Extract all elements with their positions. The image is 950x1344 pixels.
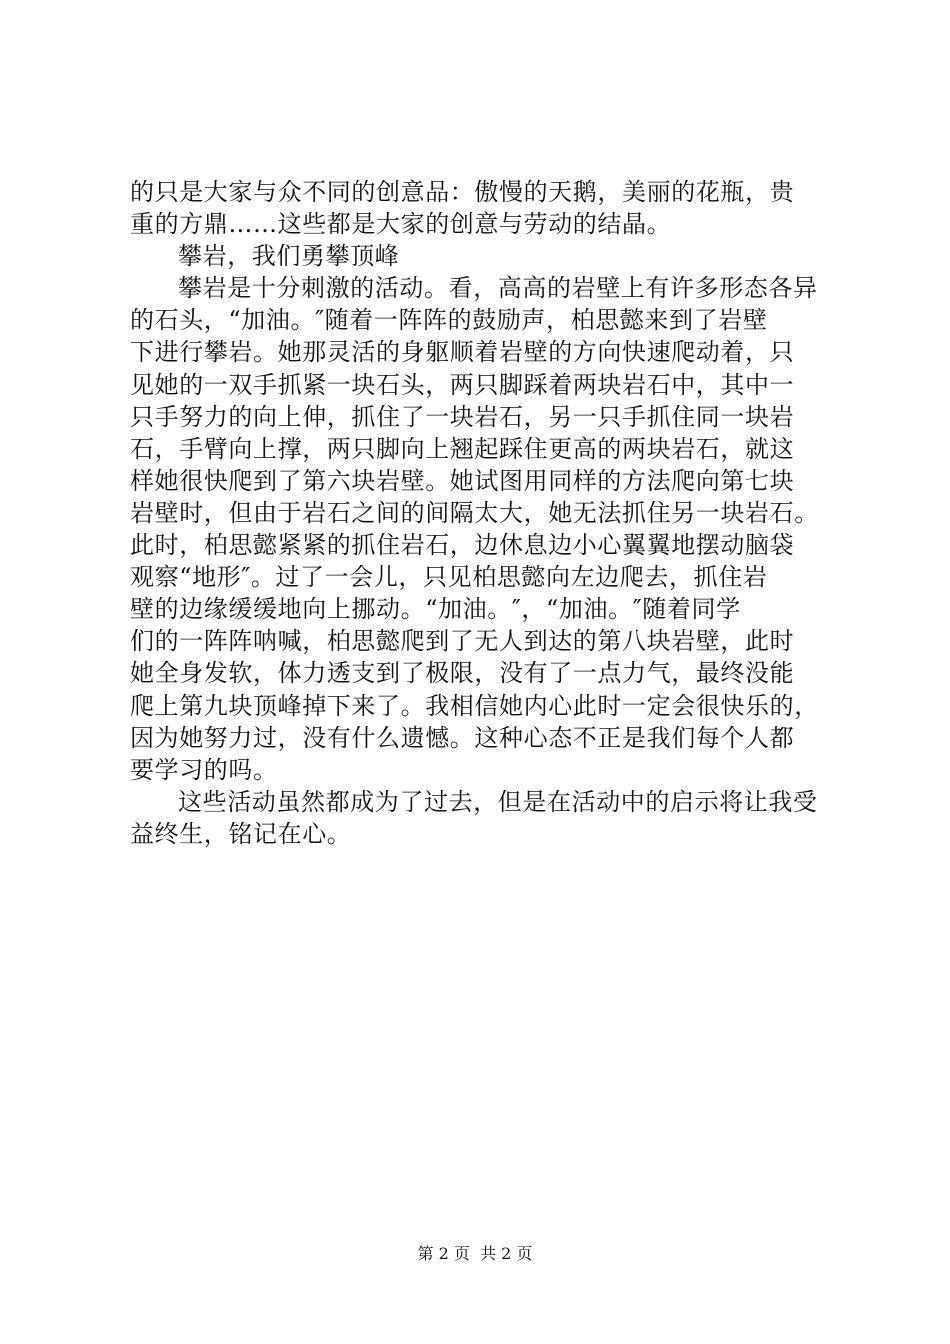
document-body: [130, 176, 830, 850]
text-line: 要学习的吗。: [130, 755, 278, 784]
text-line: 的石头，“加油。″随着一阵阵的鼓励声，柏思懿来到了岩壁: [130, 306, 768, 335]
text-line: 见她的一双手抓紧一块石头，两只脚踩着两块岩石中，其中一: [130, 370, 795, 399]
text-line: 这些活动虽然都成为了过去，但是在活动中的启示将让我受: [178, 787, 818, 816]
text-line: 样她很快爬到了第六块岩壁。她试图用同样的方法爬向第七块: [130, 466, 795, 495]
page-number-footer: 第 2 页 共 2 页: [417, 1244, 533, 1263]
text-line: 下进行攀岩。她那灵活的身躯顺着岩壁的方向快速爬动着，只: [130, 338, 795, 367]
section-heading: 攀岩，我们勇攀顶峰: [178, 242, 400, 271]
text-line: 她全身发软，体力透支到了极限，没有了一点力气，最终没能: [130, 659, 795, 688]
text-line: 此时，柏思懿紧紧的抓住岩石，边休息边小心翼翼地摆动脑袋: [130, 531, 795, 560]
text-line: 因为她努力过，没有什么遗憾。这种心态不正是我们每个人都: [130, 723, 795, 752]
text-line: 只手努力的向上伸，抓住了一块岩石，另一只手抓住同一块岩: [130, 402, 795, 431]
text-line: 爬上第九块顶峰掉下来了。我相信她内心此时一定会很快乐的，: [130, 691, 819, 720]
text-line: 观察“地形″。过了一会儿，只见柏思懿向左边爬去，抓住岩: [130, 563, 768, 592]
text-line: 攀岩是十分刺激的活动。看，高高的岩壁上有许多形态各异: [178, 274, 818, 303]
text-line: 的只是大家与众不同的创意品：傲慢的天鹅，美丽的花瓶，贵: [130, 178, 795, 206]
text-line: 重的方鼎……这些都是大家的创意与劳动的结晶。: [130, 210, 672, 239]
text-line: 岩壁时，但由于岩石之间的间隔太大，她无法抓住另一块岩石。: [130, 498, 819, 527]
text-line: 们的一阵阵呐喊，柏思懿爬到了无人到达的第八块岩壁，此时: [130, 627, 795, 656]
text-line: 益终生，铭记在心。: [130, 819, 352, 848]
text-line: 石，手臂向上撑，两只脚向上翘起踩住更高的两块岩石，就这: [130, 434, 795, 463]
text-line: 壁的边缘缓缓地向上挪动。“加油。″，“加油。″随着同学: [130, 595, 741, 624]
